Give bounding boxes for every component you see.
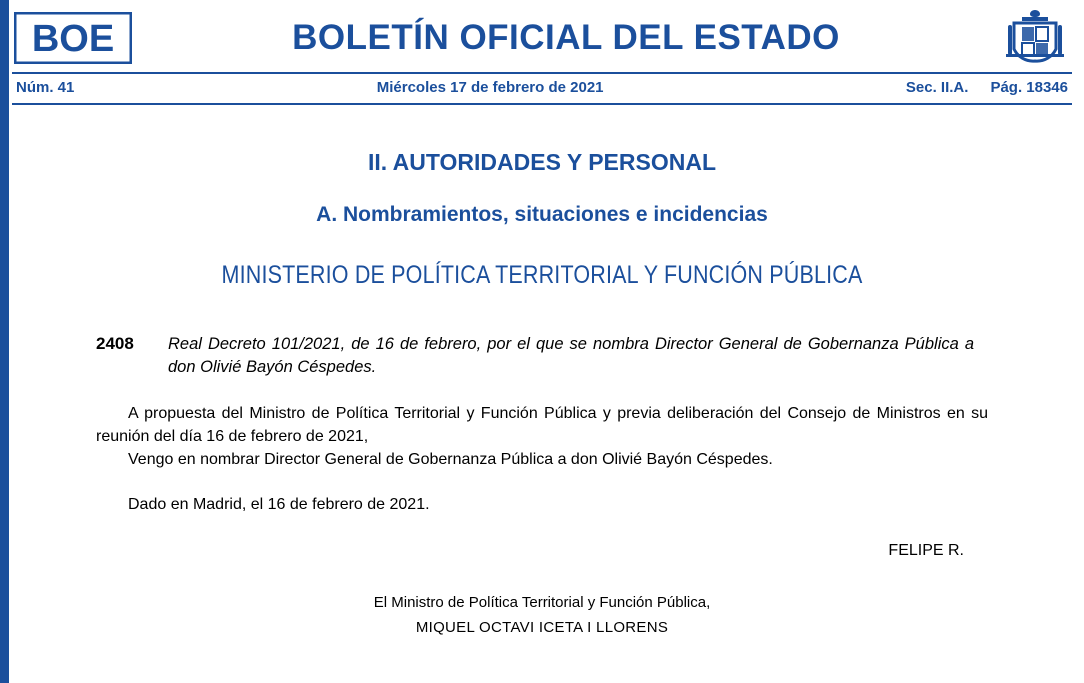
spain-coat-of-arms-icon [1000, 7, 1070, 69]
left-blue-bar [0, 0, 9, 683]
header-bar [12, 74, 1072, 103]
body-paragraph-1: A propuesta del Ministro de Política Territorial y Función Pública y previa deliberación del Consejo de Ministros en su reunión del día 16 de febrero de 2021, [96, 404, 988, 445]
page-label: Pág. 18346 [990, 79, 1068, 96]
section-label: Sec. II.A. [905, 79, 969, 96]
document-item [96, 333, 988, 380]
minister-role: El Ministro de Política Territorial y Función Pública, [373, 593, 711, 611]
ministry-title: MINISTERIO DE POLÍTICA TERRITORIAL Y FUNCIÓN PÚBLICA [221, 261, 863, 289]
royal-signature: FELIPE R. [888, 541, 964, 559]
subsection-title: A. Nombramientos, situaciones e incidencias [316, 203, 768, 226]
masthead-title: BOLETÍN OFICIAL DEL ESTADO [292, 18, 840, 57]
issue-number: Núm. 41 [16, 79, 75, 96]
document-content [0, 149, 1084, 636]
item-summary: Real Decreto 101/2021, de 16 de febrero, por el que se nombra Director General de Gobernanza Pública a don Olivié Bayón Céspedes. [168, 335, 974, 377]
header-right-group [906, 79, 1068, 96]
body-paragraph-2: Vengo en nombrar Director General de Gobernanza Pública a don Olivié Bayón Céspedes. [128, 450, 773, 468]
body-paragraph-3: Dado en Madrid, el 16 de febrero de 2021. [128, 495, 430, 513]
boe-logo-icon [14, 12, 132, 64]
minister-name: MIQUEL OCTAVI ICETA I LLORENS [415, 618, 669, 636]
masthead [0, 0, 1084, 72]
header-rule-bottom [12, 103, 1072, 105]
svg-text:BOE: BOE [31, 18, 115, 60]
item-number: 2408 [96, 334, 134, 353]
section-title: II. AUTORIDADES Y PERSONAL [367, 149, 717, 175]
issue-date: Miércoles 17 de febrero de 2021 [376, 79, 604, 96]
minister-block [96, 594, 988, 636]
